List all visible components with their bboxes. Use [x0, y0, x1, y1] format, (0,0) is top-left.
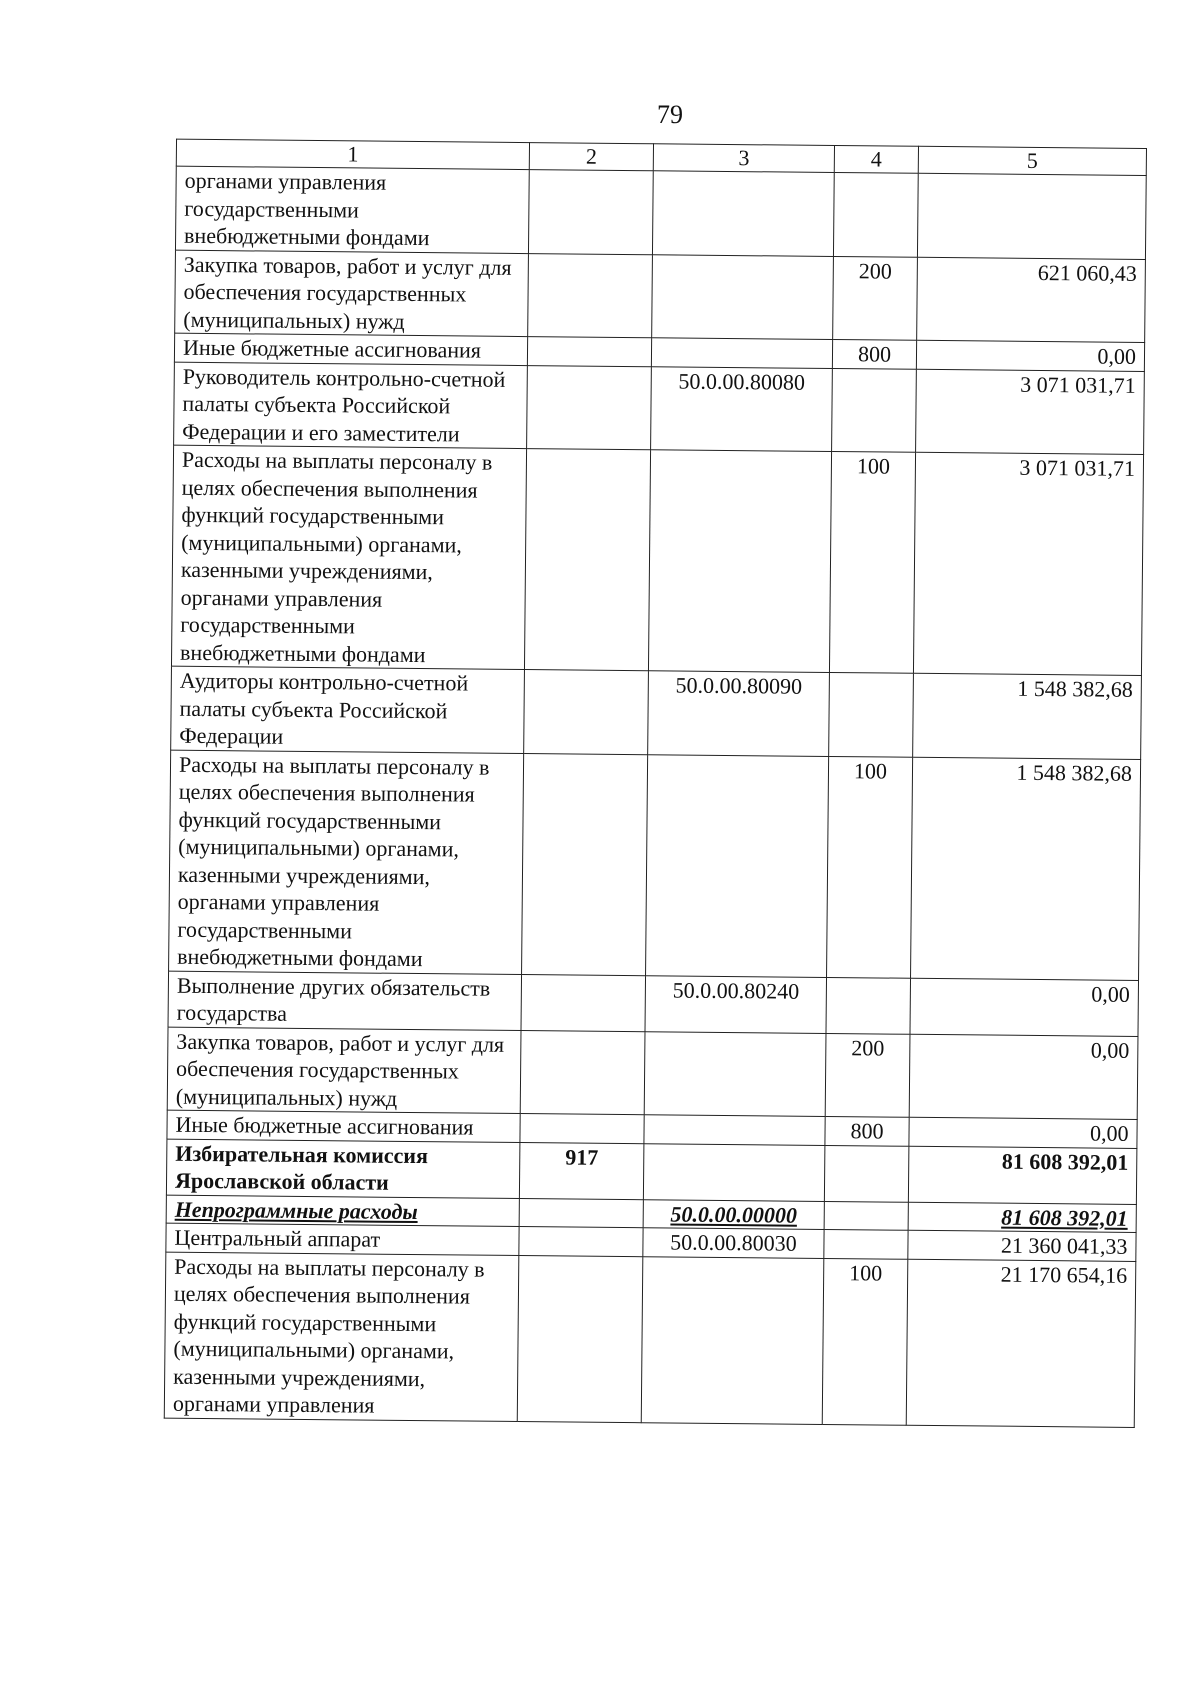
page-number: 79	[657, 100, 683, 129]
cell-amount: 81 608 392,01	[908, 1146, 1137, 1204]
cell-name: Иные бюджетные ассигнования	[174, 333, 527, 365]
cell-type	[826, 977, 911, 1034]
cell-type	[829, 672, 914, 756]
cell-name: органами управления государственными внебюджетными фондами	[175, 166, 529, 253]
budget-table	[164, 139, 1147, 1428]
cell-name: Расходы на выплаты персоналу в целях обеспечения выполнения функций государственными (муниципальными) органами, казенными учреждениями, органами управления государственными внебюджетными фондами	[171, 445, 526, 669]
column-header-target: 3	[653, 144, 834, 173]
cell-name: Руководитель контрольно-счетной палаты субъекта Российской Федерации и его заместители	[174, 362, 528, 449]
cell-name: Иные бюджетные ассигнования	[167, 1110, 520, 1142]
cell-type: 100	[827, 756, 913, 978]
cell-amount: 0,00	[909, 1117, 1137, 1148]
cell-type	[824, 1145, 909, 1202]
cell-type: 200	[825, 1033, 910, 1117]
cell-name: Аудиторы контрольно-счетной палаты субъекта Российской Федерации	[171, 666, 525, 753]
cell-type: 100	[822, 1258, 908, 1425]
cell-target	[651, 338, 832, 368]
cell-amount: 1 548 382,68	[913, 673, 1142, 759]
table-row	[171, 445, 1143, 675]
cell-type	[832, 368, 917, 452]
cell-code	[524, 449, 650, 671]
cell-type: 800	[825, 1116, 909, 1145]
cell-target: 50.0.00.00000	[643, 1199, 824, 1229]
table-row	[169, 750, 1141, 980]
table-row	[168, 971, 1138, 1036]
cell-type	[824, 1201, 908, 1230]
cell-amount: 0,00	[916, 340, 1144, 371]
cell-type: 200	[833, 256, 918, 340]
table-row	[174, 362, 1145, 455]
column-header-name: 1	[176, 139, 529, 169]
cell-target	[652, 171, 834, 256]
cell-code	[519, 1227, 643, 1257]
cell-name: Центральный аппарат	[166, 1223, 519, 1255]
cell-code	[527, 365, 652, 450]
cell-target: 50.0.00.80240	[645, 975, 827, 1033]
cell-type: 800	[832, 339, 916, 368]
cell-name: Избирательная комиссия Ярославской области	[166, 1139, 520, 1198]
table-row	[166, 1139, 1136, 1204]
cell-code	[521, 974, 646, 1031]
cell-target	[646, 754, 829, 977]
cell-type: 100	[829, 451, 915, 673]
table-row	[171, 666, 1142, 759]
cell-amount: 21 170 654,16	[906, 1259, 1136, 1427]
cell-target: 50.0.00.80030	[643, 1228, 824, 1258]
table-row	[175, 250, 1146, 343]
cell-code	[528, 253, 653, 338]
cell-amount: 81 608 392,01	[908, 1202, 1136, 1233]
cell-name: Выполнение других обязательств государства	[168, 971, 522, 1030]
cell-amount: 0,00	[910, 978, 1139, 1036]
cell-amount: 0,00	[909, 1034, 1138, 1120]
cell-amount: 1 548 382,68	[911, 757, 1141, 980]
cell-code	[524, 670, 649, 755]
cell-code	[527, 337, 651, 367]
cell-amount: 21 360 041,33	[908, 1230, 1136, 1261]
cell-code: 917	[519, 1142, 644, 1199]
cell-code	[520, 1114, 644, 1144]
cell-name: Расходы на выплаты персоналу в целях обеспечения выполнения функций государственными (муниципальными) органами, казенными учреждениями, органами управления государственными внебюджетными фондами	[169, 750, 524, 974]
column-header-code: 2	[529, 143, 653, 171]
cell-code	[528, 170, 653, 255]
cell-code	[520, 1030, 645, 1115]
cell-target	[644, 1031, 826, 1116]
cell-target: 50.0.00.80080	[651, 366, 833, 451]
cell-name: Непрограммные расходы	[166, 1195, 519, 1227]
column-header-type: 4	[834, 146, 918, 174]
table-row	[167, 1027, 1138, 1120]
cell-target	[648, 450, 831, 673]
cell-amount: 3 071 031,71	[916, 369, 1145, 455]
cell-name: Закупка товаров, работ и услуг для обеспечения государственных (муниципальных) нужд	[175, 250, 529, 337]
cell-target	[643, 1143, 825, 1201]
table-body	[164, 166, 1146, 1427]
cell-amount: 3 071 031,71	[913, 452, 1143, 675]
table-row	[164, 1252, 1136, 1427]
cell-code	[522, 753, 648, 975]
cell-target	[644, 1115, 825, 1145]
cell-target	[641, 1256, 824, 1424]
cell-name: Расходы на выплаты персоналу в целях обеспечения выполнения функций государственными (муниципальными) органами, казенными учреждениями, органами управления	[164, 1252, 519, 1421]
cell-amount	[917, 173, 1146, 259]
cell-amount: 621 060,43	[917, 257, 1146, 343]
column-header-amount: 5	[918, 146, 1146, 175]
cell-code	[519, 1198, 643, 1228]
cell-type	[833, 172, 918, 256]
cell-code	[517, 1255, 643, 1422]
cell-name: Закупка товаров, работ и услуг для обеспечения государственных (муниципальных) нужд	[167, 1027, 521, 1114]
table-row	[175, 166, 1146, 259]
cell-type	[824, 1229, 908, 1258]
cell-target: 50.0.00.80090	[648, 671, 830, 756]
cell-target	[652, 254, 834, 339]
